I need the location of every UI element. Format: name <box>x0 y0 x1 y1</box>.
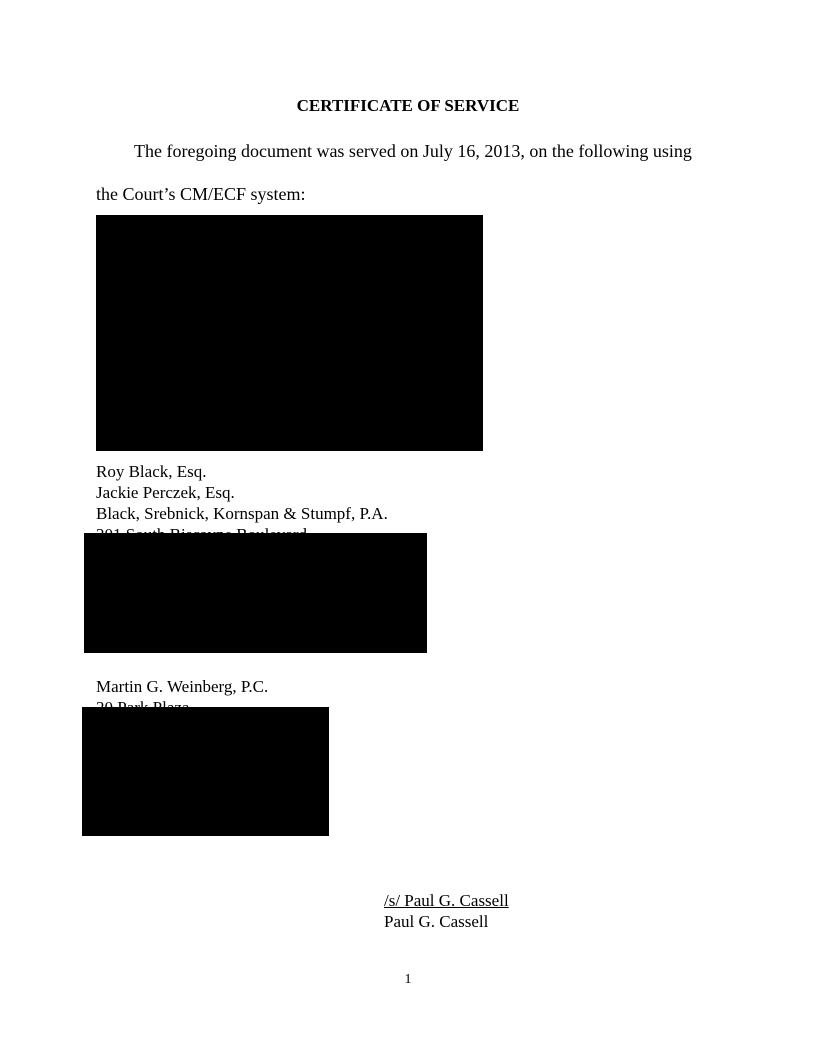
signatory-name: Paul G. Cassell <box>384 912 489 931</box>
redaction-block-2 <box>84 533 427 653</box>
recipient-firm-2: Martin G. Weinberg, P.C. <box>96 677 269 696</box>
recipient-firm: Black, Srebnick, Kornspan & Stumpf, P.A. <box>96 504 388 523</box>
recipient-name-2: Jackie Perczek, Esq. <box>96 483 235 502</box>
page-number: 1 <box>404 972 412 987</box>
redaction-block-1 <box>96 215 483 451</box>
signature-line: /s/ Paul G. Cassell <box>384 891 509 910</box>
intro-text-line-1: The foregoing document was served on July 16, 2013, on the following using <box>134 141 692 161</box>
recipient-name-1: Roy Black, Esq. <box>96 462 207 481</box>
intro-text-line-2: the Court’s CM/ECF system: <box>96 184 306 204</box>
redaction-block-3 <box>82 707 329 836</box>
document-title: CERTIFICATE OF SERVICE <box>296 96 520 115</box>
